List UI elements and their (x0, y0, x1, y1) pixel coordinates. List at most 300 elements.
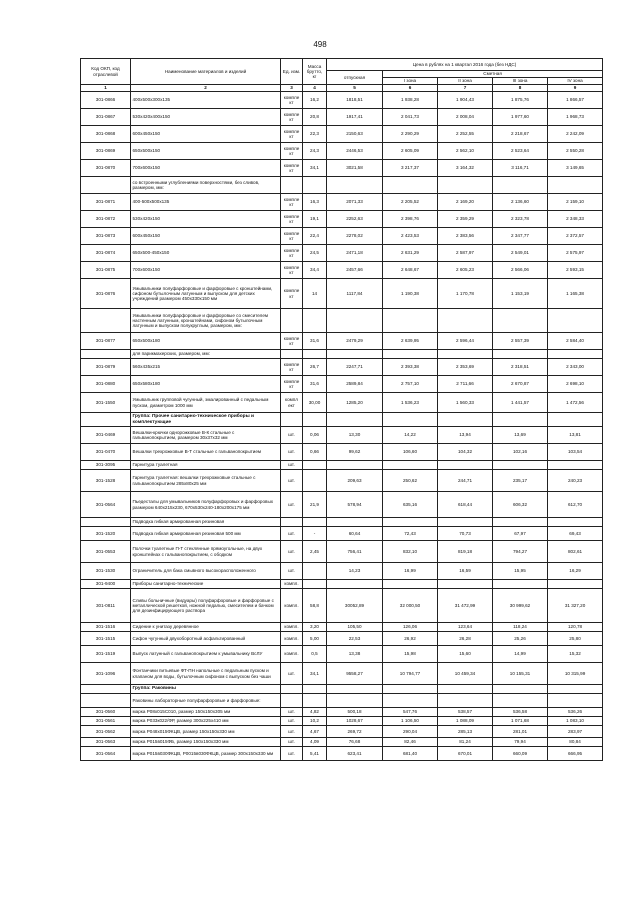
release-price: 1117,84 (327, 279, 383, 309)
item-name: Полочки туалетные П-Т стеклянные прямоугольные, на двух кронштейнах с гальванопокрытием, с ободком (131, 541, 281, 563)
item-name: 400х500х300х135 (131, 92, 281, 109)
table-row (81, 747, 603, 761)
table-row (81, 623, 603, 632)
column-number: 5 (327, 85, 383, 92)
item-code: 301-1519 (81, 646, 131, 663)
release-price: 13,38 (327, 646, 383, 663)
zone-4-price: 25,80 (548, 632, 603, 646)
zone-1-price: 1 536,23 (383, 393, 438, 413)
item-code: 301-0561 (81, 717, 131, 726)
zone-2-price (438, 413, 493, 427)
item-code: 301-0868 (81, 126, 131, 143)
table-row (81, 359, 603, 376)
release-price: 2589,84 (327, 376, 383, 393)
page-number: 498 (313, 40, 327, 49)
item-name: Пьедесталы для умывальников полуфарфоровых и фарфоровых размером 640х215х230, 670х530х240-180х200х175 мм (131, 492, 281, 518)
zone-1-price (383, 350, 438, 359)
table-row (81, 580, 603, 589)
table-row (81, 194, 603, 211)
item-mass: 3,20 (303, 623, 327, 632)
item-code: 301-0564 (81, 492, 131, 518)
item-code (81, 350, 131, 359)
item-name: 700х600х150 (131, 160, 281, 177)
zone-4-price: 2 584,40 (548, 333, 603, 350)
zone-3-price: 794,27 (493, 541, 548, 563)
zone-3-price: 1 875,76 (493, 92, 548, 109)
zone-4-price: 103,54 (548, 444, 603, 461)
zone-2-price: 2 596,44 (438, 333, 493, 350)
zone-4-price (548, 350, 603, 359)
column-number: 8 (493, 85, 548, 92)
item-unit: компл ект (281, 393, 303, 413)
item-code: 301-0875 (81, 262, 131, 279)
release-price (327, 461, 383, 470)
release-price (327, 694, 383, 708)
item-code: 301-0469 (81, 427, 131, 444)
zone-4-price: 2 698,10 (548, 376, 603, 393)
zone-1-price: 2 393,38 (383, 359, 438, 376)
zone-2-price: 618,44 (438, 492, 493, 518)
item-unit (281, 694, 303, 708)
zone-2-price: 1 170,78 (438, 279, 493, 309)
zone-1-price (383, 685, 438, 694)
release-price: 2252,63 (327, 211, 383, 228)
item-name: Вешалки трехрожковые В-Т стальные с гальванопокрытием (131, 444, 281, 461)
table-row (81, 393, 603, 413)
item-mass: 14 (303, 279, 327, 309)
item-mass: 0,66 (303, 444, 327, 461)
zone-4-price: 10 315,99 (548, 663, 603, 685)
item-unit: шт. (281, 427, 303, 444)
release-price: 623,41 (327, 747, 383, 761)
column-number: 1 (81, 85, 131, 92)
header-mass: Масса брутто, кг (303, 59, 327, 85)
price-table (80, 58, 603, 761)
item-unit: шт. (281, 747, 303, 761)
table-row (81, 527, 603, 541)
table-row (81, 708, 603, 717)
group-heading-row (81, 413, 603, 427)
zone-1-price: 32 000,50 (383, 589, 438, 623)
item-mass: 21,9 (303, 492, 327, 518)
zone-3-price: 2 670,87 (493, 376, 548, 393)
release-price: 2247,71 (327, 359, 383, 376)
zone-1-price (383, 177, 438, 194)
zone-4-price: 612,70 (548, 492, 603, 518)
release-price: 30052,89 (327, 589, 383, 623)
item-mass: 34,4 (303, 262, 327, 279)
zone-1-price (383, 518, 438, 527)
table-row (81, 262, 603, 279)
item-name: Фонтанчики питьевые ФТ-ПН напольные с педальным пуском и клапаном для воды, бутылочным сифоном с выпуском без чаши (131, 663, 281, 685)
zone-2-price: 123,64 (438, 623, 493, 632)
item-mass (303, 177, 327, 194)
item-mass: 4,82 (303, 708, 327, 717)
zone-1-price: 250,62 (383, 470, 438, 492)
item-name: марка Р048х015ФКЦВ, размер 150х150х330 мм (131, 726, 281, 738)
zone-4-price (548, 685, 603, 694)
zone-3-price: 1 441,57 (493, 393, 548, 413)
item-unit (281, 177, 303, 194)
item-unit: компле кт (281, 279, 303, 309)
zone-2-price: 2 711,66 (438, 376, 493, 393)
zone-2-price (438, 461, 493, 470)
zone-1-price: 1 938,28 (383, 92, 438, 109)
zone-2-price: 10 459,34 (438, 663, 493, 685)
item-mass: 5,00 (303, 632, 327, 646)
release-price: 2071,33 (327, 194, 383, 211)
item-code (81, 413, 131, 427)
item-code: 301-0811 (81, 589, 131, 623)
zone-4-price: 120,78 (548, 623, 603, 632)
zone-2-price: 2 359,29 (438, 211, 493, 228)
zone-1-price (383, 694, 438, 708)
item-unit (281, 350, 303, 359)
item-unit: шт. (281, 738, 303, 747)
column-number: 4 (303, 85, 327, 92)
zone-2-price: 2 587,97 (438, 245, 493, 262)
zone-1-price: 16,99 (383, 563, 438, 580)
zone-2-price: 1 904,43 (438, 92, 493, 109)
header-name: Наименование материалов и изделий (131, 59, 281, 85)
zone-3-price: 2 136,60 (493, 194, 548, 211)
zone-1-price: 3 217,37 (383, 160, 438, 177)
item-mass: 2,45 (303, 541, 327, 563)
item-unit (281, 309, 303, 333)
item-unit: шт. (281, 726, 303, 738)
item-unit: шт. (281, 492, 303, 518)
item-name: Умывальники полуфарфоровые и фарфоровые со смесителем настенным латунным, кронштейнами, сифоном бутылочным латунным и выпуском полукруглым, размером, мм: (131, 309, 281, 333)
header-release-price: отпускная (327, 71, 383, 85)
zone-2-price: 2 008,04 (438, 109, 493, 126)
zone-1-price: 2 757,10 (383, 376, 438, 393)
release-price: 14,23 (327, 563, 383, 580)
release-price: 3021,58 (327, 160, 383, 177)
zone-1-price: 2 631,29 (383, 245, 438, 262)
zone-2-price: 16,59 (438, 563, 493, 580)
item-mass: 24,5 (303, 245, 327, 262)
release-price (327, 309, 383, 333)
zone-1-price: 10 794,77 (383, 663, 438, 685)
zone-3-price: 235,17 (493, 470, 548, 492)
zone-4-price: 16,29 (548, 563, 603, 580)
item-code: 301-0562 (81, 726, 131, 738)
column-numbers-row (81, 85, 603, 92)
item-name: 650х580х180 (131, 376, 281, 393)
item-code: 301-0877 (81, 333, 131, 350)
item-code (81, 518, 131, 527)
zone-1-price: 635,16 (383, 492, 438, 518)
item-code: 301-0470 (81, 444, 131, 461)
item-name: Вешалки-крючки однорожковые В-К стальные с гальванопокрытием, размером 30х37х32 мм (131, 427, 281, 444)
item-mass (303, 694, 327, 708)
item-name: марка Р033к022/ФР, размер 300х225х410 мм (131, 717, 281, 726)
column-number: 9 (548, 85, 603, 92)
table-header (81, 59, 603, 92)
item-code: 301-0872 (81, 211, 131, 228)
release-price: 1028,67 (327, 717, 383, 726)
item-mass (303, 413, 327, 427)
zone-3-price (493, 350, 548, 359)
release-price (327, 580, 383, 589)
item-unit: шт. (281, 461, 303, 470)
table-row (81, 92, 603, 109)
zone-1-price: 2 041,73 (383, 109, 438, 126)
zone-3-price (493, 309, 548, 333)
item-code: 301-3095 (81, 461, 131, 470)
zone-4-price: 240,23 (548, 470, 603, 492)
table-row (81, 126, 603, 143)
zone-2-price: 2 383,56 (438, 228, 493, 245)
release-price: 578,94 (327, 492, 383, 518)
zone-1-price: 547,76 (383, 708, 438, 717)
zone-4-price: 2 343,00 (548, 359, 603, 376)
item-name: марка Р015в015ФБ, размер 150х150х330 мм (131, 738, 281, 747)
item-mass (303, 461, 327, 470)
item-mass (303, 470, 327, 492)
zone-1-price: 2 423,53 (383, 228, 438, 245)
item-unit: компле кт (281, 92, 303, 109)
release-price: 2150,63 (327, 126, 383, 143)
table-row (81, 632, 603, 646)
zone-3-price: 3 116,71 (493, 160, 548, 177)
table-row (81, 350, 603, 359)
release-price: 105,50 (327, 623, 383, 632)
item-code: 301-0553 (81, 541, 131, 563)
zone-4-price: 2 550,28 (548, 143, 603, 160)
item-code: 301-1528 (81, 470, 131, 492)
item-name: Сливы больничные (видуары) полуфарфоровые и фарфоровые с металлической решеткой, ножной педалью, смесителем и бачком для дезинфицирующего раствора (131, 589, 281, 623)
item-code: 301-0879 (81, 359, 131, 376)
zone-2-price (438, 518, 493, 527)
item-name: Группа: Раковины (131, 685, 281, 694)
item-code: 301-0871 (81, 194, 131, 211)
table-row (81, 333, 603, 350)
zone-4-price: 802,61 (548, 541, 603, 563)
item-mass: 19,1 (303, 211, 327, 228)
item-name: 600х450х150 (131, 126, 281, 143)
item-mass: 31,6 (303, 333, 327, 350)
header-zone-3: III зона (493, 78, 548, 85)
table-row (81, 563, 603, 580)
table-row (81, 518, 603, 527)
zone-4-price: 15,32 (548, 646, 603, 663)
zone-1-price: 2 398,76 (383, 211, 438, 228)
zone-3-price: 281,01 (493, 726, 548, 738)
zone-2-price: 2 252,55 (438, 126, 493, 143)
item-name: 400-500х500х135 (131, 194, 281, 211)
item-unit (281, 685, 303, 694)
zone-3-price: 13,69 (493, 427, 548, 444)
zone-4-price: 1 083,10 (548, 717, 603, 726)
release-price: 60,64 (327, 527, 383, 541)
zone-2-price: 2 605,23 (438, 262, 493, 279)
table-row (81, 177, 603, 194)
item-mass: 4,67 (303, 726, 327, 738)
zone-3-price: 79,94 (493, 738, 548, 747)
release-price: 76,68 (327, 738, 383, 747)
item-mass: 4,09 (303, 738, 327, 747)
table-row (81, 211, 603, 228)
item-name: Ограничитель для бака смывного высокорасположенного (131, 563, 281, 580)
release-price (327, 350, 383, 359)
zone-3-price (493, 461, 548, 470)
item-unit: шт. (281, 563, 303, 580)
item-code: 301-0563 (81, 738, 131, 747)
release-price: 1917,41 (327, 109, 383, 126)
item-mass (303, 350, 327, 359)
table-row (81, 589, 603, 623)
zone-4-price: 69,43 (548, 527, 603, 541)
item-mass: 31,6 (303, 376, 327, 393)
release-price: 9558,27 (327, 663, 383, 685)
zone-3-price (493, 413, 548, 427)
item-name: Подводка гибкая армированная резиновая (131, 518, 281, 527)
item-name: Сифон чугунный двухоборотный асфальтированный (131, 632, 281, 646)
zone-3-price (493, 685, 548, 694)
zone-2-price: 15,60 (438, 646, 493, 663)
zone-4-price: 1 866,57 (548, 92, 603, 109)
item-unit: компле кт (281, 245, 303, 262)
zone-3-price (493, 518, 548, 527)
item-code (81, 694, 131, 708)
zone-4-price: 13,81 (548, 427, 603, 444)
zone-4-price (548, 309, 603, 333)
group-heading-row (81, 685, 603, 694)
table-row (81, 228, 603, 245)
zone-2-price: 538,57 (438, 708, 493, 717)
item-unit (281, 413, 303, 427)
item-mass: 22,4 (303, 228, 327, 245)
zone-1-price: 832,10 (383, 541, 438, 563)
zone-3-price (493, 177, 548, 194)
zone-3-price: 25,26 (493, 632, 548, 646)
item-name: Подводка гибкая армированная резиновая 500 мм (131, 527, 281, 541)
item-unit: компл. (281, 646, 303, 663)
item-unit: шт. (281, 717, 303, 726)
release-price: 99,62 (327, 444, 383, 461)
zone-3-price: 2 523,64 (493, 143, 548, 160)
zone-3-price: 2 323,78 (493, 211, 548, 228)
item-unit: компл. (281, 589, 303, 623)
item-code (81, 177, 131, 194)
zone-3-price (493, 694, 548, 708)
zone-4-price (548, 177, 603, 194)
item-name: 560х435х215 (131, 359, 281, 376)
table-row (81, 663, 603, 685)
zone-2-price: 2 562,10 (438, 143, 493, 160)
table-row (81, 109, 603, 126)
zone-2-price (438, 350, 493, 359)
zone-4-price: 80,84 (548, 738, 603, 747)
item-mass: 0,06 (303, 427, 327, 444)
item-unit: компл. (281, 623, 303, 632)
item-name: 530х420х400х150 (131, 109, 281, 126)
zone-4-price: 1 472,56 (548, 393, 603, 413)
zone-4-price: 2 575,97 (548, 245, 603, 262)
zone-3-price: 2 566,06 (493, 262, 548, 279)
release-price: 2446,53 (327, 143, 383, 160)
zone-3-price: 67,97 (493, 527, 548, 541)
zone-4-price (548, 413, 603, 427)
zone-2-price (438, 685, 493, 694)
item-code: 301-0876 (81, 279, 131, 309)
item-code: 301-1515 (81, 632, 131, 646)
item-name: Выпуск латунный с гальванопокрытием к умывальнику ВсЛУ (131, 646, 281, 663)
item-unit: шт. (281, 470, 303, 492)
release-price (327, 685, 383, 694)
zone-4-price: 2 242,09 (548, 126, 603, 143)
item-name: 650х500х150 (131, 143, 281, 160)
item-name: Раковины лабораторные полуфарфоровые и фарфоровые: (131, 694, 281, 708)
zone-3-price: 102,16 (493, 444, 548, 461)
zone-1-price: 26,92 (383, 632, 438, 646)
zone-3-price: 660,09 (493, 747, 548, 761)
item-code: 301-1530 (81, 563, 131, 580)
column-number: 6 (383, 85, 438, 92)
zone-3-price: 606,32 (493, 492, 548, 518)
zone-3-price: 30 999,62 (493, 589, 548, 623)
item-mass: 22,3 (303, 126, 327, 143)
item-name: Умывальник групповой чугунный, эмалированный с педальным пуском, диаметром 1000 мм (131, 393, 281, 413)
header-code: Код ОКП, код отраслевой (81, 59, 131, 85)
zone-1-price: 2 648,67 (383, 262, 438, 279)
zone-1-price: 14,22 (383, 427, 438, 444)
release-price: 2471,18 (327, 245, 383, 262)
zone-1-price: 2 605,09 (383, 143, 438, 160)
zone-4-price: 283,97 (548, 726, 603, 738)
table-row (81, 694, 603, 708)
item-unit: компле кт (281, 143, 303, 160)
table-row (81, 279, 603, 309)
table-row (81, 646, 603, 663)
header-zone-4: IV зона (548, 78, 603, 85)
item-name: для парикмахерских, размером, мм: (131, 350, 281, 359)
item-unit: компл. (281, 632, 303, 646)
column-number: 7 (438, 85, 493, 92)
item-mass (303, 309, 327, 333)
zone-3-price: 15,95 (493, 563, 548, 580)
zone-4-price: 3 149,65 (548, 160, 603, 177)
table-row (81, 492, 603, 518)
item-unit: компле кт (281, 262, 303, 279)
table-row (81, 717, 603, 726)
zone-3-price: 2 549,01 (493, 245, 548, 262)
release-price (327, 413, 383, 427)
zone-3-price: 1 071,68 (493, 717, 548, 726)
zone-3-price: 536,58 (493, 708, 548, 717)
item-mass: 34,1 (303, 663, 327, 685)
release-price: 22,53 (327, 632, 383, 646)
zone-2-price: 244,71 (438, 470, 493, 492)
table-row (81, 309, 603, 333)
table-row (81, 160, 603, 177)
item-code: 301-1516 (81, 623, 131, 632)
item-code: 301-0867 (81, 109, 131, 126)
release-price: 1285,20 (327, 393, 383, 413)
zone-1-price: 106,60 (383, 444, 438, 461)
zone-2-price: 81,24 (438, 738, 493, 747)
item-name: Сидение к унитазу деревянное (131, 623, 281, 632)
item-name: 650х500-450х150 (131, 245, 281, 262)
zone-1-price: 1 106,50 (383, 717, 438, 726)
zone-4-price (548, 694, 603, 708)
zone-2-price: 819,18 (438, 541, 493, 563)
zone-1-price: 2 639,95 (383, 333, 438, 350)
item-name: Умывальники полуфарфоровые и фарфоровые с кронштейнами, сифоном бутылочным латунным и выпуском для детских учреждений размером 450х330х150 мм (131, 279, 281, 309)
table-row (81, 541, 603, 563)
table-row (81, 470, 603, 492)
